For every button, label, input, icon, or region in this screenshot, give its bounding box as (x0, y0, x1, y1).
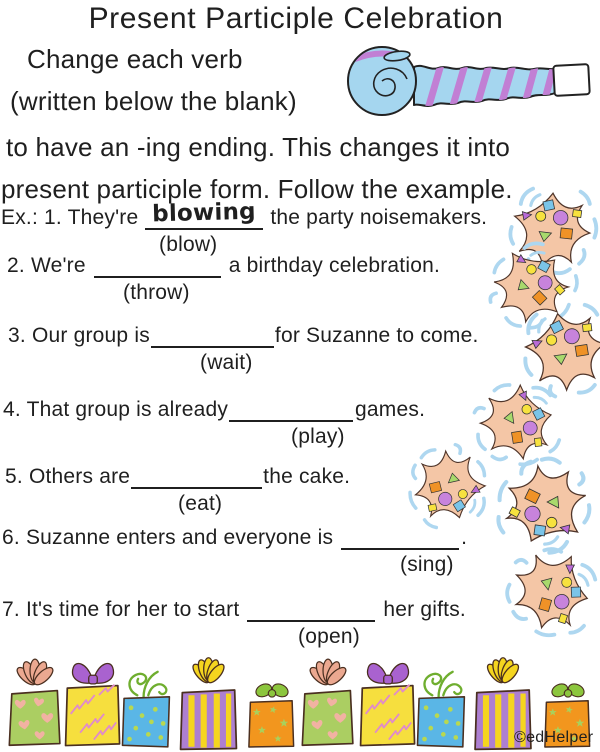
answer-text (247, 616, 375, 619)
verb-hint: (sing) (400, 553, 454, 576)
exercise-item-3 (8, 324, 479, 374)
gift-yellow-zigzag-icon (358, 652, 418, 750)
answer-blank[interactable] (131, 484, 262, 489)
party-noisemaker-illustration (342, 33, 594, 119)
exercise-item-example (1, 198, 488, 256)
sentence-suffix: for Suzanne to come. (274, 324, 479, 347)
answer-text: blowing (152, 198, 257, 228)
confetti-burst-icon (498, 539, 600, 646)
instructions-line-1: Change each verb (27, 44, 243, 74)
sentence-prefix: Ex.: 1. They're (1, 206, 139, 229)
answer-blank[interactable] (145, 198, 263, 230)
copyright-credit: ©edHelper (514, 729, 594, 746)
exercise-sentence (3, 398, 425, 422)
exercise-item-5 (5, 465, 351, 515)
gift-blue-dots-icon (120, 664, 175, 750)
answer-blank[interactable] (151, 343, 274, 348)
answer-blank[interactable] (229, 417, 353, 422)
sentence-suffix: the cake. (263, 465, 351, 488)
verb-hint: (wait) (200, 351, 253, 374)
exercise-item-2 (7, 254, 440, 304)
exercise-sentence (5, 465, 350, 489)
gift-green-hearts-icon (299, 657, 357, 749)
verb-hint: (open) (298, 625, 360, 648)
sentence-prefix: 7. It's time for her to start (2, 598, 240, 621)
sentence-prefix: 2. We're (7, 254, 86, 277)
sentence-suffix: . (461, 526, 468, 549)
answer-blank[interactable] (341, 545, 459, 550)
gift-purple-stripes-icon (177, 656, 240, 752)
verb-hint: (eat) (178, 492, 223, 515)
exercise-item-4 (3, 398, 426, 448)
sentence-prefix: 6. Suzanne enters and everyone is (2, 526, 334, 549)
sentence-prefix: 3. Our group is (8, 324, 150, 347)
verb-hint: (play) (291, 425, 345, 448)
exercise-sentence (2, 526, 467, 550)
answer-text (341, 544, 459, 547)
answer-text (151, 342, 274, 345)
gift-blue-dots-icon (415, 664, 470, 750)
answer-text (131, 483, 262, 486)
exercise-sentence (7, 254, 440, 278)
sentence-prefix: 5. Others are (5, 465, 131, 488)
exercise-sentence (1, 198, 488, 230)
verb-hint: (throw) (123, 281, 190, 304)
gift-green-hearts-icon (6, 657, 64, 749)
verb-hint: (blow) (159, 233, 218, 256)
instructions-line-4: present participle form. Follow the example. (1, 174, 513, 204)
instructions-line-2: (written below the blank) (10, 86, 297, 116)
answer-blank[interactable] (247, 617, 375, 622)
answer-text (94, 272, 221, 275)
sentence-suffix: games. (355, 398, 426, 421)
answer-blank[interactable] (94, 273, 221, 278)
instructions-line-3: to have an -ing ending. This changes it into (6, 132, 511, 162)
exercise-sentence (8, 324, 479, 348)
gift-yellow-zigzag-icon (63, 652, 123, 750)
sentence-suffix: the party noisemakers. (270, 206, 488, 229)
exercise-sentence (2, 598, 466, 622)
sentence-suffix: a birthday celebration. (228, 254, 440, 277)
exercise-item-7 (2, 598, 466, 648)
sentence-suffix: her gifts. (383, 598, 466, 621)
gift-orange-stars-icon (244, 668, 300, 750)
sentence-prefix: 4. That group is already (3, 398, 229, 421)
page-title: Present Participle Celebration (88, 2, 504, 35)
answer-text (229, 416, 353, 419)
exercise-item-6 (2, 526, 468, 576)
